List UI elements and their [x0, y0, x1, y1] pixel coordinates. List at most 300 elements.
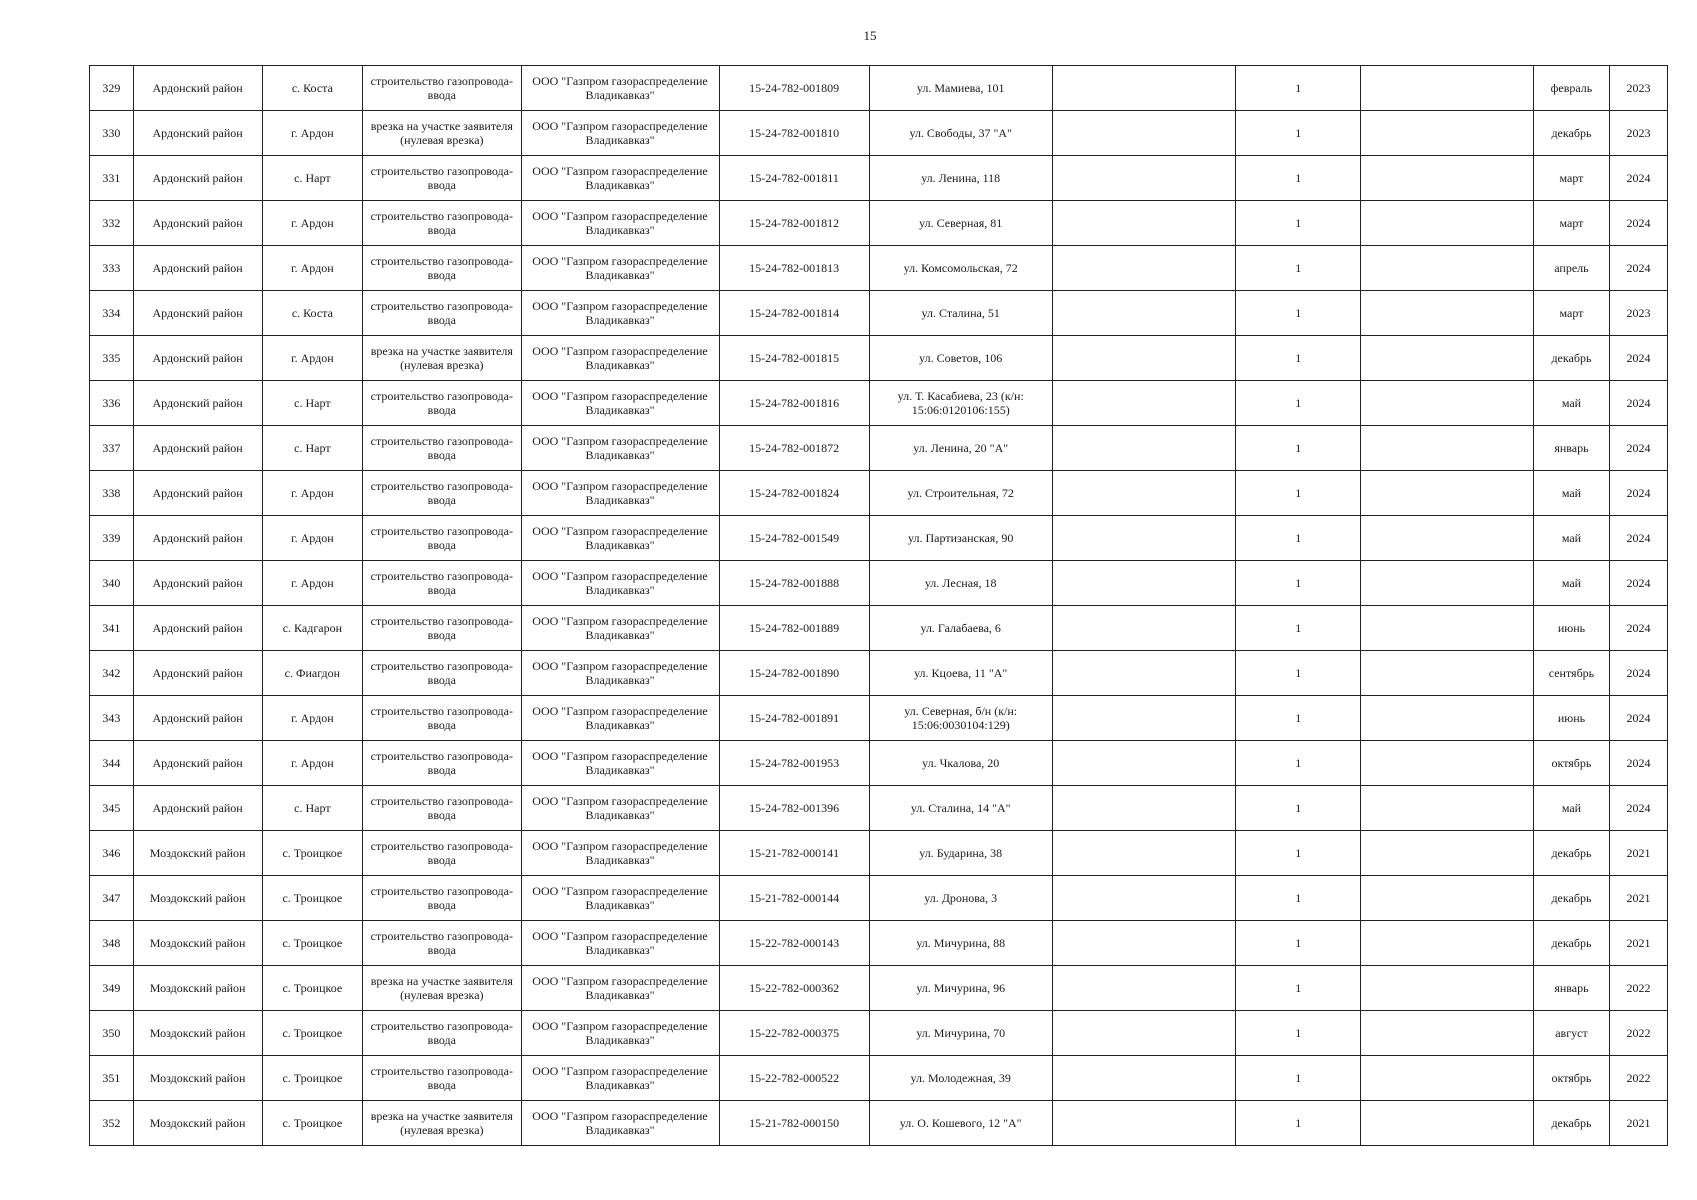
settlement-cell: с. Нарт: [262, 426, 363, 471]
application-code-cell: 15-24-782-001816: [719, 381, 869, 426]
table-row: [90, 426, 1668, 471]
row-number-cell: 340: [90, 561, 134, 606]
month-cell: февраль: [1533, 66, 1609, 111]
settlement-cell: с. Нарт: [262, 156, 363, 201]
district-cell: Ардонский район: [133, 291, 262, 336]
year-cell: 2023: [1610, 291, 1668, 336]
address-cell: ул. Мичурина, 96: [869, 966, 1052, 1011]
district-cell: Моздокский район: [133, 1056, 262, 1101]
address-cell: ул. Мичурина, 88: [869, 921, 1052, 966]
empty-cell: [1052, 1101, 1236, 1146]
row-number-cell: 335: [90, 336, 134, 381]
organization-cell: ООО "Газпром газораспределение Владикавказ": [521, 1011, 719, 1056]
district-cell: Ардонский район: [133, 606, 262, 651]
month-cell: январь: [1533, 426, 1609, 471]
settlement-cell: г. Ардон: [262, 111, 363, 156]
settlement-cell: с. Фиагдон: [262, 651, 363, 696]
year-cell: 2022: [1610, 1011, 1668, 1056]
work-type-cell: строительство газопровода-ввода: [363, 651, 521, 696]
empty-cell: [1361, 381, 1534, 426]
district-cell: Моздокский район: [133, 1011, 262, 1056]
empty-cell: [1052, 696, 1236, 741]
empty-cell: [1361, 246, 1534, 291]
quantity-cell: 1: [1236, 156, 1361, 201]
empty-cell: [1361, 1101, 1534, 1146]
application-code-cell: 15-24-782-001810: [719, 111, 869, 156]
settlement-cell: с. Троицкое: [262, 921, 363, 966]
year-cell: 2024: [1610, 516, 1668, 561]
settlement-cell: с. Нарт: [262, 381, 363, 426]
district-cell: Ардонский район: [133, 246, 262, 291]
row-number-cell: 341: [90, 606, 134, 651]
empty-cell: [1361, 606, 1534, 651]
settlement-cell: с. Троицкое: [262, 876, 363, 921]
quantity-cell: 1: [1236, 426, 1361, 471]
settlement-cell: с. Кадгарон: [262, 606, 363, 651]
empty-cell: [1361, 696, 1534, 741]
work-type-cell: строительство газопровода-ввода: [363, 426, 521, 471]
address-cell: ул. Комсомольская, 72: [869, 246, 1052, 291]
application-code-cell: 15-22-782-000375: [719, 1011, 869, 1056]
year-cell: 2023: [1610, 66, 1668, 111]
settlement-cell: с. Троицкое: [262, 1011, 363, 1056]
organization-cell: ООО "Газпром газораспределение Владикавказ": [521, 1101, 719, 1146]
district-cell: Моздокский район: [133, 1101, 262, 1146]
year-cell: 2022: [1610, 966, 1668, 1011]
application-code-cell: 15-21-782-000141: [719, 831, 869, 876]
month-cell: октябрь: [1533, 1056, 1609, 1101]
empty-cell: [1052, 1011, 1236, 1056]
month-cell: апрель: [1533, 246, 1609, 291]
district-cell: Ардонский район: [133, 156, 262, 201]
application-code-cell: 15-24-782-001891: [719, 696, 869, 741]
table-row: [90, 66, 1668, 111]
year-cell: 2024: [1610, 561, 1668, 606]
settlement-cell: с. Нарт: [262, 786, 363, 831]
month-cell: май: [1533, 471, 1609, 516]
row-number-cell: 332: [90, 201, 134, 246]
row-number-cell: 330: [90, 111, 134, 156]
row-number-cell: 338: [90, 471, 134, 516]
table-row: [90, 606, 1668, 651]
quantity-cell: 1: [1236, 111, 1361, 156]
empty-cell: [1361, 291, 1534, 336]
address-cell: ул. Северная, 81: [869, 201, 1052, 246]
application-code-cell: 15-24-782-001549: [719, 516, 869, 561]
quantity-cell: 1: [1236, 291, 1361, 336]
district-cell: Моздокский район: [133, 921, 262, 966]
work-type-cell: строительство газопровода-ввода: [363, 876, 521, 921]
settlement-cell: г. Ардон: [262, 696, 363, 741]
address-cell: ул. Галабаева, 6: [869, 606, 1052, 651]
organization-cell: ООО "Газпром газораспределение Владикавказ": [521, 516, 719, 561]
row-number-cell: 342: [90, 651, 134, 696]
work-type-cell: врезка на участке заявителя (нулевая врезка): [363, 336, 521, 381]
organization-cell: ООО "Газпром газораспределение Владикавказ": [521, 921, 719, 966]
work-type-cell: строительство газопровода-ввода: [363, 291, 521, 336]
settlement-cell: с. Троицкое: [262, 1056, 363, 1101]
work-type-cell: врезка на участке заявителя (нулевая врезка): [363, 111, 521, 156]
address-cell: ул. Мичурина, 70: [869, 1011, 1052, 1056]
row-number-cell: 343: [90, 696, 134, 741]
row-number-cell: 333: [90, 246, 134, 291]
district-cell: Ардонский район: [133, 66, 262, 111]
table-row: [90, 831, 1668, 876]
organization-cell: ООО "Газпром газораспределение Владикавказ": [521, 381, 719, 426]
work-type-cell: врезка на участке заявителя (нулевая врезка): [363, 966, 521, 1011]
work-type-cell: строительство газопровода-ввода: [363, 921, 521, 966]
address-cell: ул. Северная, б/н (к/н: 15:06:0030104:129): [869, 696, 1052, 741]
application-code-cell: 15-24-782-001814: [719, 291, 869, 336]
row-number-cell: 347: [90, 876, 134, 921]
year-cell: 2024: [1610, 426, 1668, 471]
work-type-cell: строительство газопровода-ввода: [363, 66, 521, 111]
table-row: [90, 291, 1668, 336]
empty-cell: [1052, 561, 1236, 606]
application-code-cell: 15-24-782-001889: [719, 606, 869, 651]
organization-cell: ООО "Газпром газораспределение Владикавказ": [521, 156, 719, 201]
table-row: [90, 786, 1668, 831]
address-cell: ул. Лесная, 18: [869, 561, 1052, 606]
address-cell: ул. Партизанская, 90: [869, 516, 1052, 561]
quantity-cell: 1: [1236, 246, 1361, 291]
organization-cell: ООО "Газпром газораспределение Владикавказ": [521, 111, 719, 156]
work-type-cell: строительство газопровода-ввода: [363, 381, 521, 426]
month-cell: июнь: [1533, 606, 1609, 651]
year-cell: 2024: [1610, 381, 1668, 426]
work-type-cell: строительство газопровода-ввода: [363, 1056, 521, 1101]
row-number-cell: 337: [90, 426, 134, 471]
organization-cell: ООО "Газпром газораспределение Владикавказ": [521, 966, 719, 1011]
quantity-cell: 1: [1236, 1101, 1361, 1146]
application-code-cell: 15-24-782-001809: [719, 66, 869, 111]
district-cell: Моздокский район: [133, 876, 262, 921]
application-code-cell: 15-24-782-001812: [719, 201, 869, 246]
district-cell: Ардонский район: [133, 741, 262, 786]
month-cell: октябрь: [1533, 741, 1609, 786]
district-cell: Ардонский район: [133, 201, 262, 246]
organization-cell: ООО "Газпром газораспределение Владикавказ": [521, 291, 719, 336]
organization-cell: ООО "Газпром газораспределение Владикавказ": [521, 876, 719, 921]
settlement-cell: г. Ардон: [262, 561, 363, 606]
row-number-cell: 345: [90, 786, 134, 831]
empty-cell: [1361, 921, 1534, 966]
empty-cell: [1052, 291, 1236, 336]
empty-cell: [1052, 426, 1236, 471]
district-cell: Моздокский район: [133, 831, 262, 876]
work-type-cell: строительство газопровода-ввода: [363, 1011, 521, 1056]
table-body: [90, 66, 1668, 1146]
quantity-cell: 1: [1236, 921, 1361, 966]
month-cell: декабрь: [1533, 831, 1609, 876]
empty-cell: [1052, 66, 1236, 111]
table-row: [90, 156, 1668, 201]
table-row: [90, 381, 1668, 426]
district-cell: Моздокский район: [133, 966, 262, 1011]
organization-cell: ООО "Газпром газораспределение Владикавказ": [521, 1056, 719, 1101]
table-row: [90, 1101, 1668, 1146]
table-row: [90, 201, 1668, 246]
settlement-cell: г. Ардон: [262, 246, 363, 291]
quantity-cell: 1: [1236, 336, 1361, 381]
settlement-cell: с. Троицкое: [262, 831, 363, 876]
address-cell: ул. Ленина, 118: [869, 156, 1052, 201]
empty-cell: [1052, 831, 1236, 876]
address-cell: ул. Т. Касабиева, 23 (к/н: 15:06:0120106:155): [869, 381, 1052, 426]
empty-cell: [1361, 111, 1534, 156]
organization-cell: ООО "Газпром газораспределение Владикавказ": [521, 66, 719, 111]
work-type-cell: строительство газопровода-ввода: [363, 606, 521, 651]
application-code-cell: 15-24-782-001890: [719, 651, 869, 696]
address-cell: ул. Строительная, 72: [869, 471, 1052, 516]
year-cell: 2024: [1610, 741, 1668, 786]
quantity-cell: 1: [1236, 1056, 1361, 1101]
month-cell: июнь: [1533, 696, 1609, 741]
year-cell: 2021: [1610, 1101, 1668, 1146]
year-cell: 2024: [1610, 786, 1668, 831]
table-row: [90, 246, 1668, 291]
address-cell: ул. Свободы, 37 "А": [869, 111, 1052, 156]
table-row: [90, 921, 1668, 966]
district-cell: Ардонский район: [133, 471, 262, 516]
district-cell: Ардонский район: [133, 696, 262, 741]
empty-cell: [1052, 876, 1236, 921]
quantity-cell: 1: [1236, 696, 1361, 741]
address-cell: ул. Дронова, 3: [869, 876, 1052, 921]
application-code-cell: 15-21-782-000144: [719, 876, 869, 921]
row-number-cell: 331: [90, 156, 134, 201]
quantity-cell: 1: [1236, 741, 1361, 786]
empty-cell: [1361, 966, 1534, 1011]
table-row: [90, 696, 1668, 741]
application-code-cell: 15-22-782-000522: [719, 1056, 869, 1101]
work-type-cell: строительство газопровода-ввода: [363, 696, 521, 741]
quantity-cell: 1: [1236, 516, 1361, 561]
work-type-cell: строительство газопровода-ввода: [363, 201, 521, 246]
settlement-cell: с. Троицкое: [262, 1101, 363, 1146]
organization-cell: ООО "Газпром газораспределение Владикавказ": [521, 786, 719, 831]
empty-cell: [1052, 921, 1236, 966]
empty-cell: [1052, 336, 1236, 381]
year-cell: 2024: [1610, 201, 1668, 246]
empty-cell: [1361, 876, 1534, 921]
empty-cell: [1052, 381, 1236, 426]
table-row: [90, 561, 1668, 606]
month-cell: август: [1533, 1011, 1609, 1056]
address-cell: ул. Молодежная, 39: [869, 1056, 1052, 1101]
empty-cell: [1361, 336, 1534, 381]
empty-cell: [1361, 561, 1534, 606]
application-code-cell: 15-22-782-000362: [719, 966, 869, 1011]
quantity-cell: 1: [1236, 201, 1361, 246]
application-code-cell: 15-24-782-001811: [719, 156, 869, 201]
district-cell: Ардонский район: [133, 381, 262, 426]
quantity-cell: 1: [1236, 786, 1361, 831]
empty-cell: [1361, 516, 1534, 561]
year-cell: 2024: [1610, 246, 1668, 291]
quantity-cell: 1: [1236, 1011, 1361, 1056]
empty-cell: [1361, 651, 1534, 696]
application-code-cell: 15-24-782-001813: [719, 246, 869, 291]
table-row: [90, 516, 1668, 561]
month-cell: январь: [1533, 966, 1609, 1011]
year-cell: 2021: [1610, 831, 1668, 876]
application-code-cell: 15-22-782-000143: [719, 921, 869, 966]
work-type-cell: врезка на участке заявителя (нулевая врезка): [363, 1101, 521, 1146]
quantity-cell: 1: [1236, 471, 1361, 516]
empty-cell: [1052, 201, 1236, 246]
settlement-cell: с. Коста: [262, 66, 363, 111]
address-cell: ул. Сталина, 14 "А": [869, 786, 1052, 831]
table-row: [90, 111, 1668, 156]
settlement-cell: г. Ардон: [262, 201, 363, 246]
organization-cell: ООО "Газпром газораспределение Владикавказ": [521, 561, 719, 606]
quantity-cell: 1: [1236, 381, 1361, 426]
quantity-cell: 1: [1236, 651, 1361, 696]
table-row: [90, 1011, 1668, 1056]
month-cell: декабрь: [1533, 111, 1609, 156]
month-cell: май: [1533, 786, 1609, 831]
address-cell: ул. Ленина, 20 "А": [869, 426, 1052, 471]
settlement-cell: г. Ардон: [262, 741, 363, 786]
district-cell: Ардонский район: [133, 516, 262, 561]
quantity-cell: 1: [1236, 606, 1361, 651]
organization-cell: ООО "Газпром газораспределение Владикавказ": [521, 741, 719, 786]
organization-cell: ООО "Газпром газораспределение Владикавказ": [521, 606, 719, 651]
district-cell: Ардонский район: [133, 111, 262, 156]
organization-cell: ООО "Газпром газораспределение Владикавказ": [521, 201, 719, 246]
month-cell: май: [1533, 561, 1609, 606]
application-code-cell: 15-24-782-001824: [719, 471, 869, 516]
quantity-cell: 1: [1236, 561, 1361, 606]
work-type-cell: строительство газопровода-ввода: [363, 246, 521, 291]
empty-cell: [1361, 426, 1534, 471]
year-cell: 2021: [1610, 876, 1668, 921]
page-number: 15: [863, 28, 877, 43]
address-cell: ул. Кцоева, 11 "А": [869, 651, 1052, 696]
settlement-cell: г. Ардон: [262, 471, 363, 516]
empty-cell: [1361, 201, 1534, 246]
settlement-cell: г. Ардон: [262, 516, 363, 561]
year-cell: 2024: [1610, 156, 1668, 201]
organization-cell: ООО "Газпром газораспределение Владикавказ": [521, 831, 719, 876]
year-cell: 2022: [1610, 1056, 1668, 1101]
address-cell: ул. Мамиева, 101: [869, 66, 1052, 111]
row-number-cell: 336: [90, 381, 134, 426]
year-cell: 2024: [1610, 696, 1668, 741]
year-cell: 2024: [1610, 606, 1668, 651]
empty-cell: [1361, 471, 1534, 516]
empty-cell: [1361, 1011, 1534, 1056]
empty-cell: [1361, 156, 1534, 201]
organization-cell: ООО "Газпром газораспределение Владикавказ": [521, 651, 719, 696]
table-row: [90, 966, 1668, 1011]
registry-table: [89, 65, 1668, 1146]
year-cell: 2024: [1610, 471, 1668, 516]
application-code-cell: 15-24-782-001888: [719, 561, 869, 606]
year-cell: 2024: [1610, 651, 1668, 696]
quantity-cell: 1: [1236, 66, 1361, 111]
organization-cell: ООО "Газпром газораспределение Владикавказ": [521, 426, 719, 471]
empty-cell: [1361, 831, 1534, 876]
address-cell: ул. О. Кошевого, 12 "А": [869, 1101, 1052, 1146]
work-type-cell: строительство газопровода-ввода: [363, 786, 521, 831]
work-type-cell: строительство газопровода-ввода: [363, 516, 521, 561]
application-code-cell: 15-24-782-001953: [719, 741, 869, 786]
month-cell: март: [1533, 201, 1609, 246]
month-cell: декабрь: [1533, 921, 1609, 966]
work-type-cell: строительство газопровода-ввода: [363, 561, 521, 606]
table-row: [90, 1056, 1668, 1101]
row-number-cell: 334: [90, 291, 134, 336]
empty-cell: [1052, 606, 1236, 651]
row-number-cell: 350: [90, 1011, 134, 1056]
settlement-cell: с. Коста: [262, 291, 363, 336]
month-cell: декабрь: [1533, 876, 1609, 921]
work-type-cell: строительство газопровода-ввода: [363, 471, 521, 516]
month-cell: март: [1533, 156, 1609, 201]
month-cell: сентябрь: [1533, 651, 1609, 696]
empty-cell: [1052, 1056, 1236, 1101]
month-cell: май: [1533, 516, 1609, 561]
row-number-cell: 352: [90, 1101, 134, 1146]
table-row: [90, 336, 1668, 381]
quantity-cell: 1: [1236, 966, 1361, 1011]
organization-cell: ООО "Газпром газораспределение Владикавказ": [521, 246, 719, 291]
row-number-cell: 346: [90, 831, 134, 876]
district-cell: Ардонский район: [133, 651, 262, 696]
empty-cell: [1052, 246, 1236, 291]
row-number-cell: 348: [90, 921, 134, 966]
table-row: [90, 471, 1668, 516]
quantity-cell: 1: [1236, 831, 1361, 876]
settlement-cell: г. Ардон: [262, 336, 363, 381]
table-row: [90, 651, 1668, 696]
row-number-cell: 329: [90, 66, 134, 111]
empty-cell: [1052, 111, 1236, 156]
empty-cell: [1052, 651, 1236, 696]
work-type-cell: строительство газопровода-ввода: [363, 741, 521, 786]
row-number-cell: 349: [90, 966, 134, 1011]
empty-cell: [1052, 966, 1236, 1011]
month-cell: декабрь: [1533, 336, 1609, 381]
empty-cell: [1052, 156, 1236, 201]
row-number-cell: 351: [90, 1056, 134, 1101]
year-cell: 2021: [1610, 921, 1668, 966]
address-cell: ул. Бударина, 38: [869, 831, 1052, 876]
address-cell: ул. Советов, 106: [869, 336, 1052, 381]
empty-cell: [1052, 741, 1236, 786]
address-cell: ул. Сталина, 51: [869, 291, 1052, 336]
year-cell: 2023: [1610, 111, 1668, 156]
row-number-cell: 344: [90, 741, 134, 786]
quantity-cell: 1: [1236, 876, 1361, 921]
empty-cell: [1052, 786, 1236, 831]
empty-cell: [1361, 741, 1534, 786]
empty-cell: [1361, 786, 1534, 831]
organization-cell: ООО "Газпром газораспределение Владикавказ": [521, 696, 719, 741]
table-row: [90, 876, 1668, 921]
application-code-cell: 15-21-782-000150: [719, 1101, 869, 1146]
district-cell: Ардонский район: [133, 786, 262, 831]
organization-cell: ООО "Газпром газораспределение Владикавказ": [521, 336, 719, 381]
application-code-cell: 15-24-782-001815: [719, 336, 869, 381]
empty-cell: [1361, 1056, 1534, 1101]
year-cell: 2024: [1610, 336, 1668, 381]
month-cell: май: [1533, 381, 1609, 426]
district-cell: Ардонский район: [133, 426, 262, 471]
work-type-cell: строительство газопровода-ввода: [363, 156, 521, 201]
